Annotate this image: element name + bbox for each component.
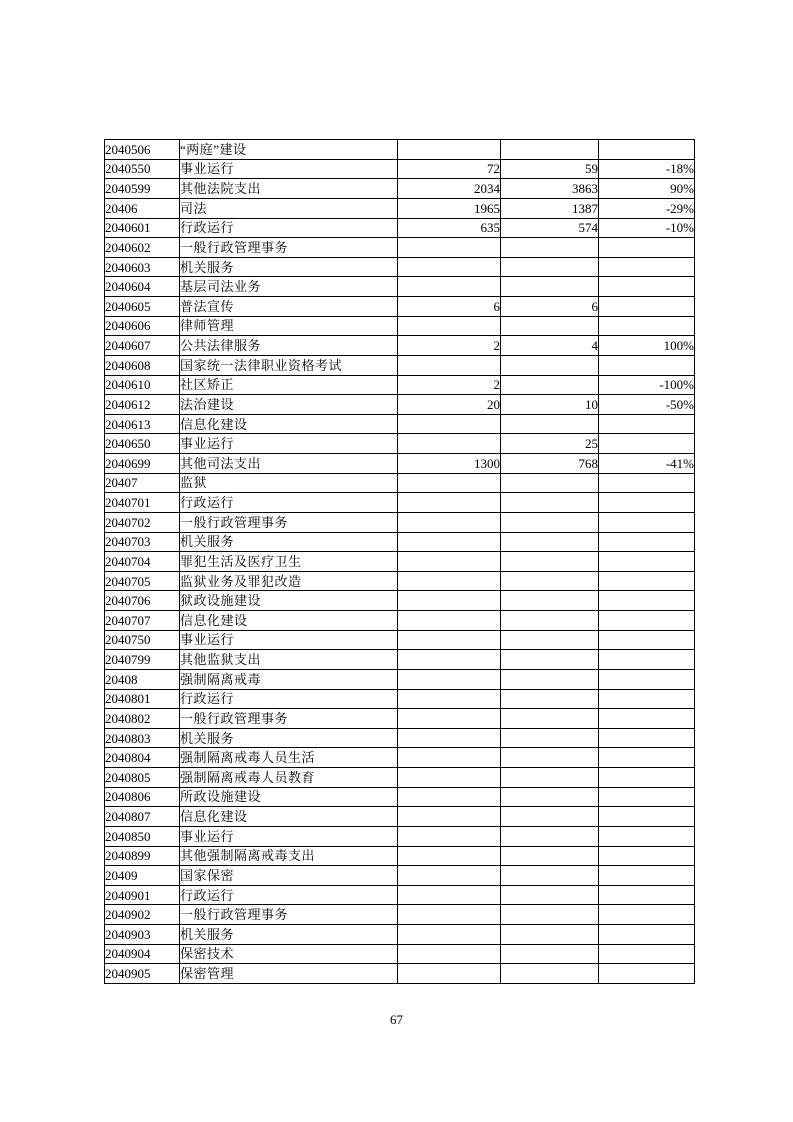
cell-amount-a: 2: [398, 375, 501, 395]
cell-change-pct: 90%: [599, 179, 695, 199]
cell-code: 2040702: [105, 512, 180, 532]
cell-change-pct: [599, 885, 695, 905]
cell-amount-a: [398, 669, 501, 689]
cell-amount-b: [501, 375, 599, 395]
cell-amount-a: 1300: [398, 454, 501, 474]
cell-item-name: 法治建设: [180, 395, 398, 415]
cell-amount-a: [398, 414, 501, 434]
cell-item-name: 事业运行: [180, 434, 398, 454]
cell-amount-b: [501, 532, 599, 552]
cell-amount-a: [398, 493, 501, 513]
cell-amount-b: [501, 728, 599, 748]
table-row: [105, 140, 695, 160]
table-row: [105, 375, 695, 395]
cell-change-pct: [599, 787, 695, 807]
table-row: [105, 257, 695, 277]
cell-change-pct: -50%: [599, 395, 695, 415]
table-row: [105, 611, 695, 631]
cell-amount-b: [501, 238, 599, 258]
cell-item-name: 机关服务: [180, 728, 398, 748]
cell-item-name: 其他法院支出: [180, 179, 398, 199]
cell-amount-a: 20: [398, 395, 501, 415]
cell-item-name: 其他监狱支出: [180, 650, 398, 670]
cell-change-pct: [599, 512, 695, 532]
cell-amount-a: 2: [398, 336, 501, 356]
cell-code: 2040804: [105, 748, 180, 768]
table-row: [105, 885, 695, 905]
cell-amount-a: 2034: [398, 179, 501, 199]
cell-item-name: 律师管理: [180, 316, 398, 336]
cell-change-pct: [599, 807, 695, 827]
cell-change-pct: [599, 316, 695, 336]
cell-amount-a: [398, 925, 501, 945]
cell-amount-b: [501, 571, 599, 591]
table-row: [105, 846, 695, 866]
table-row: [105, 434, 695, 454]
cell-item-name: 机关服务: [180, 257, 398, 277]
table-row: [105, 532, 695, 552]
cell-code: 2040850: [105, 826, 180, 846]
cell-item-name: 一般行政管理事务: [180, 905, 398, 925]
cell-code: 2040799: [105, 650, 180, 670]
cell-amount-a: [398, 140, 501, 160]
cell-item-name: 信息化建设: [180, 414, 398, 434]
cell-amount-b: [501, 885, 599, 905]
cell-amount-b: 1387: [501, 198, 599, 218]
table-row: [105, 768, 695, 788]
table-row: [105, 454, 695, 474]
cell-item-name: 行政运行: [180, 885, 398, 905]
table-row: [105, 669, 695, 689]
cell-code: 2040905: [105, 964, 180, 984]
cell-item-name: 一般行政管理事务: [180, 238, 398, 258]
cell-code: 2040706: [105, 591, 180, 611]
cell-amount-b: [501, 866, 599, 886]
cell-amount-b: 10: [501, 395, 599, 415]
cell-amount-a: [398, 866, 501, 886]
cell-item-name: 狱政设施建设: [180, 591, 398, 611]
cell-item-name: 罪犯生活及医疗卫生: [180, 552, 398, 572]
cell-item-name: 行政运行: [180, 689, 398, 709]
cell-amount-b: [501, 611, 599, 631]
table-row: [105, 414, 695, 434]
cell-item-name: 国家保密: [180, 866, 398, 886]
cell-amount-a: [398, 846, 501, 866]
cell-item-name: 一般行政管理事务: [180, 709, 398, 729]
cell-amount-b: [501, 355, 599, 375]
budget-table: [104, 139, 695, 984]
table-row: [105, 277, 695, 297]
cell-amount-a: [398, 728, 501, 748]
cell-code: 2040802: [105, 709, 180, 729]
cell-change-pct: [599, 414, 695, 434]
cell-code: 2040707: [105, 611, 180, 631]
cell-code: 2040606: [105, 316, 180, 336]
cell-code: 2040699: [105, 454, 180, 474]
table-row: [105, 571, 695, 591]
cell-amount-b: 25: [501, 434, 599, 454]
table-row: [105, 925, 695, 945]
cell-amount-b: [501, 768, 599, 788]
cell-amount-b: 3863: [501, 179, 599, 199]
cell-code: 2040904: [105, 944, 180, 964]
cell-change-pct: [599, 355, 695, 375]
cell-change-pct: [599, 493, 695, 513]
cell-change-pct: [599, 905, 695, 925]
cell-code: 20406: [105, 198, 180, 218]
cell-change-pct: [599, 297, 695, 317]
cell-amount-a: [398, 689, 501, 709]
cell-change-pct: [599, 846, 695, 866]
table-row: [105, 826, 695, 846]
cell-item-name: 一般行政管理事务: [180, 512, 398, 532]
cell-amount-a: [398, 591, 501, 611]
table-row: [105, 316, 695, 336]
cell-change-pct: [599, 866, 695, 886]
cell-item-name: 监狱业务及罪犯改造: [180, 571, 398, 591]
cell-amount-b: [501, 493, 599, 513]
cell-amount-a: [398, 944, 501, 964]
cell-change-pct: [599, 748, 695, 768]
table-row: [105, 395, 695, 415]
cell-item-name: 信息化建设: [180, 611, 398, 631]
cell-amount-b: [501, 709, 599, 729]
cell-code: 2040599: [105, 179, 180, 199]
cell-amount-a: [398, 768, 501, 788]
cell-item-name: 保密管理: [180, 964, 398, 984]
table-row: [105, 297, 695, 317]
cell-code: 2040807: [105, 807, 180, 827]
cell-amount-a: [398, 571, 501, 591]
cell-code: 2040703: [105, 532, 180, 552]
cell-amount-a: [398, 630, 501, 650]
cell-amount-a: 6: [398, 297, 501, 317]
cell-change-pct: [599, 709, 695, 729]
cell-code: 2040604: [105, 277, 180, 297]
table-row: [105, 473, 695, 493]
cell-amount-b: [501, 787, 599, 807]
cell-change-pct: [599, 257, 695, 277]
cell-item-name: 事业运行: [180, 159, 398, 179]
cell-code: 2040550: [105, 159, 180, 179]
cell-change-pct: [599, 434, 695, 454]
cell-change-pct: [599, 944, 695, 964]
cell-change-pct: [599, 630, 695, 650]
table-row: [105, 218, 695, 238]
cell-code: 2040608: [105, 355, 180, 375]
table-row: [105, 807, 695, 827]
cell-item-name: 基层司法业务: [180, 277, 398, 297]
table-row: [105, 355, 695, 375]
cell-item-name: 保密技术: [180, 944, 398, 964]
cell-code: 2040803: [105, 728, 180, 748]
cell-change-pct: -18%: [599, 159, 695, 179]
cell-amount-a: 1965: [398, 198, 501, 218]
table-row: [105, 336, 695, 356]
cell-code: 2040601: [105, 218, 180, 238]
table-row: [105, 748, 695, 768]
cell-amount-b: [501, 257, 599, 277]
cell-change-pct: [599, 650, 695, 670]
cell-code: 2040605: [105, 297, 180, 317]
cell-code: 2040701: [105, 493, 180, 513]
table-row: [105, 159, 695, 179]
cell-amount-b: [501, 689, 599, 709]
cell-code: 2040805: [105, 768, 180, 788]
cell-item-name: 强制隔离戒毒人员生活: [180, 748, 398, 768]
cell-amount-b: [501, 140, 599, 160]
cell-amount-a: [398, 709, 501, 729]
cell-amount-b: [501, 414, 599, 434]
cell-change-pct: [599, 140, 695, 160]
cell-amount-b: [501, 964, 599, 984]
cell-item-name: 机关服务: [180, 925, 398, 945]
table-row: [105, 650, 695, 670]
cell-amount-a: [398, 434, 501, 454]
cell-item-name: 其他司法支出: [180, 454, 398, 474]
cell-amount-b: [501, 512, 599, 532]
cell-change-pct: [599, 728, 695, 748]
table-row: [105, 709, 695, 729]
cell-item-name: 行政运行: [180, 218, 398, 238]
table-row: [105, 198, 695, 218]
cell-amount-b: [501, 807, 599, 827]
cell-item-name: 事业运行: [180, 826, 398, 846]
cell-item-name: “两庭”建设: [180, 140, 398, 160]
cell-code: 2040902: [105, 905, 180, 925]
cell-amount-b: [501, 826, 599, 846]
cell-code: 2040806: [105, 787, 180, 807]
cell-amount-b: 4: [501, 336, 599, 356]
cell-amount-b: 768: [501, 454, 599, 474]
cell-item-name: 司法: [180, 198, 398, 218]
table-row: [105, 689, 695, 709]
cell-code: 2040603: [105, 257, 180, 277]
cell-code: 2040612: [105, 395, 180, 415]
cell-item-name: 信息化建设: [180, 807, 398, 827]
cell-amount-b: [501, 846, 599, 866]
cell-change-pct: [599, 826, 695, 846]
cell-item-name: 强制隔离戒毒: [180, 669, 398, 689]
cell-amount-a: [398, 650, 501, 670]
cell-code: 2040705: [105, 571, 180, 591]
cell-code: 2040901: [105, 885, 180, 905]
cell-amount-b: [501, 630, 599, 650]
cell-amount-a: [398, 238, 501, 258]
cell-code: 2040607: [105, 336, 180, 356]
cell-item-name: 强制隔离戒毒人员教育: [180, 768, 398, 788]
cell-code: 2040602: [105, 238, 180, 258]
cell-code: 2040506: [105, 140, 180, 160]
cell-change-pct: [599, 964, 695, 984]
cell-amount-a: [398, 473, 501, 493]
cell-change-pct: [599, 552, 695, 572]
cell-amount-b: [501, 748, 599, 768]
cell-amount-a: [398, 552, 501, 572]
cell-code: 2040704: [105, 552, 180, 572]
cell-amount-b: 6: [501, 297, 599, 317]
cell-amount-a: [398, 787, 501, 807]
cell-code: 20407: [105, 473, 180, 493]
cell-amount-b: [501, 650, 599, 670]
cell-amount-b: [501, 473, 599, 493]
cell-change-pct: [599, 473, 695, 493]
cell-code: 20408: [105, 669, 180, 689]
cell-item-name: 公共法律服务: [180, 336, 398, 356]
page-number: 67: [390, 1012, 403, 1027]
cell-change-pct: [599, 571, 695, 591]
cell-amount-a: [398, 257, 501, 277]
cell-code: 2040610: [105, 375, 180, 395]
cell-amount-a: [398, 277, 501, 297]
table-row: [105, 238, 695, 258]
cell-change-pct: [599, 591, 695, 611]
cell-change-pct: -29%: [599, 198, 695, 218]
budget-table-body: [105, 140, 695, 984]
table-row: [105, 179, 695, 199]
table-row: [105, 591, 695, 611]
table-row: [105, 512, 695, 532]
cell-amount-a: 635: [398, 218, 501, 238]
cell-amount-b: [501, 552, 599, 572]
table-row: [105, 630, 695, 650]
cell-amount-b: 574: [501, 218, 599, 238]
cell-amount-b: [501, 925, 599, 945]
cell-change-pct: [599, 689, 695, 709]
cell-code: 2040899: [105, 846, 180, 866]
cell-item-name: 机关服务: [180, 532, 398, 552]
cell-change-pct: -10%: [599, 218, 695, 238]
cell-amount-b: [501, 277, 599, 297]
cell-amount-b: [501, 591, 599, 611]
cell-item-name: 国家统一法律职业资格考试: [180, 355, 398, 375]
cell-amount-a: [398, 512, 501, 532]
cell-change-pct: [599, 925, 695, 945]
cell-code: 20409: [105, 866, 180, 886]
table-row: [105, 905, 695, 925]
cell-amount-a: [398, 748, 501, 768]
cell-amount-a: [398, 316, 501, 336]
table-row: [105, 866, 695, 886]
cell-amount-b: [501, 905, 599, 925]
cell-code: 2040613: [105, 414, 180, 434]
cell-amount-a: [398, 355, 501, 375]
cell-item-name: 其他强制隔离戒毒支出: [180, 846, 398, 866]
cell-amount-a: [398, 807, 501, 827]
cell-amount-b: [501, 316, 599, 336]
table-row: [105, 728, 695, 748]
cell-change-pct: [599, 532, 695, 552]
cell-code: 2040650: [105, 434, 180, 454]
cell-code: 2040801: [105, 689, 180, 709]
table-row: [105, 787, 695, 807]
cell-change-pct: [599, 238, 695, 258]
table-row: [105, 944, 695, 964]
cell-amount-a: [398, 885, 501, 905]
cell-amount-b: [501, 669, 599, 689]
cell-change-pct: [599, 768, 695, 788]
cell-change-pct: [599, 611, 695, 631]
table-row: [105, 964, 695, 984]
cell-code: 2040903: [105, 925, 180, 945]
table-row: [105, 552, 695, 572]
cell-change-pct: [599, 277, 695, 297]
cell-amount-a: [398, 532, 501, 552]
cell-item-name: 社区矫正: [180, 375, 398, 395]
table-row: [105, 493, 695, 513]
cell-amount-a: [398, 826, 501, 846]
cell-amount-a: [398, 964, 501, 984]
cell-amount-a: 72: [398, 159, 501, 179]
cell-item-name: 所政设施建设: [180, 787, 398, 807]
cell-item-name: 监狱: [180, 473, 398, 493]
cell-amount-b: [501, 944, 599, 964]
cell-change-pct: -100%: [599, 375, 695, 395]
cell-amount-a: [398, 611, 501, 631]
cell-change-pct: [599, 669, 695, 689]
cell-amount-a: [398, 905, 501, 925]
cell-item-name: 事业运行: [180, 630, 398, 650]
cell-item-name: 行政运行: [180, 493, 398, 513]
cell-change-pct: -41%: [599, 454, 695, 474]
cell-code: 2040750: [105, 630, 180, 650]
cell-item-name: 普法宣传: [180, 297, 398, 317]
cell-change-pct: 100%: [599, 336, 695, 356]
cell-amount-b: 59: [501, 159, 599, 179]
